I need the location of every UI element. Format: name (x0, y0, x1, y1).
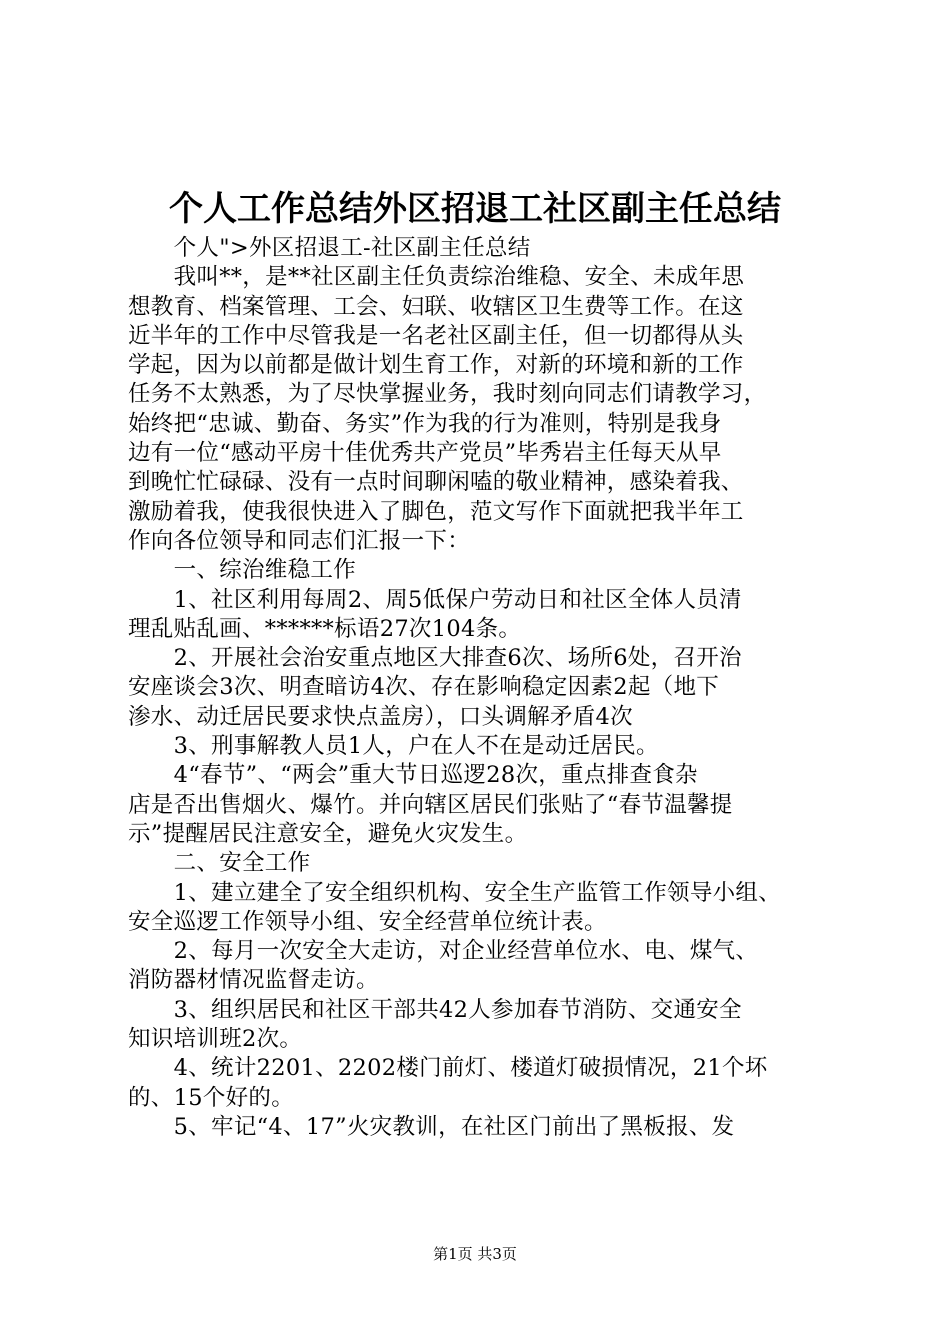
text-line: 5、牢记“4、17”火灾教训，在社区门前出了黑板报、发 (128, 1113, 735, 1140)
text-line: 渗水、动迁居民要求快点盖房），口头调解矛盾4次 (128, 703, 633, 730)
text-line: 安全巡逻工作领导小组、安全经营单位统计表。 (128, 908, 607, 935)
text-line: 想教育、档案管理、工会、妇联、收辖区卫生费等工作。在这 (128, 293, 744, 320)
text-line: 3、刑事解教人员1人，户在人不在是动迁居民。 (128, 733, 659, 760)
text-line: 店是否出售烟火、爆竹。并向辖区居民们张贴了“春节温馨提 (128, 791, 733, 818)
text-line: 到晚忙忙碌碌、没有一点时间聊闲嗑的敬业精神，感染着我、 (128, 469, 744, 496)
page-footer: 第1页 共3页 (433, 1245, 517, 1263)
text-line: 安座谈会3次、明查暗访4次、存在影响稳定因素2起（地下 (128, 674, 720, 701)
text-line: 二、安全工作 (128, 850, 311, 877)
text-line: 的、15个好的。 (128, 1084, 295, 1111)
text-line: 1、社区利用每周2、周5低保户劳动日和社区全体人员清 (128, 586, 742, 613)
document-body (128, 234, 833, 1142)
text-line: 我叫**，是**社区副主任负责综治维稳、安全、未成年思 (128, 264, 745, 291)
text-line: 2、每月一次安全大走访，对企业经营单位水、电、煤气、 (128, 938, 759, 965)
text-line: 理乱贴乱画、******标语27次104条。 (128, 615, 522, 642)
text-line: 知识培训班2次。 (128, 1026, 303, 1053)
text-line: 任务不太熟悉，为了尽快掌握业务，我时刻向同志们请教学习， (128, 381, 767, 408)
text-line: 4、统计2201、2202楼门前灯、楼道灯破损情况，21个坏 (128, 1055, 768, 1082)
text-line: 示”提醒居民注意安全，避免火灾发生。 (128, 820, 528, 847)
text-line: 一、综治维稳工作 (128, 557, 357, 584)
text-line: 2、开展社会治安重点地区大排查6次、场所6处，召开治 (128, 645, 742, 672)
text-line: 作向各位领导和同志们汇报一下： (128, 527, 471, 554)
text-line: 4“春节”、“两会”重大节日巡逻28次，重点排查食杂 (128, 762, 698, 789)
document-title: 个人工作总结外区招退工社区副主任总结 (169, 189, 781, 229)
text-line: 1、建立建全了安全组织机构、安全生产监管工作领导小组、 (128, 879, 782, 906)
text-line: 学起，因为以前都是做计划生育工作，对新的环境和新的工作 (128, 352, 744, 379)
text-line: 近半年的工作中尽管我是一名老社区副主任，但一切都得从头 (128, 322, 744, 349)
text-line: 激励着我，使我很快进入了脚色，范文写作下面就把我半年工 (128, 498, 744, 525)
text-line: 边有一位“感动平房十佳优秀共产党员”毕秀岩主任每天从早 (128, 440, 722, 467)
text-line: 个人">外区招退工-社区副主任总结 (128, 235, 531, 261)
text-line: 始终把“忠诚、勤奋、务实”作为我的行为准则，特别是我身 (128, 410, 722, 437)
text-line: 消防器材情况监督走访。 (128, 967, 379, 994)
text-line: 3、组织居民和社区干部共42人参加春节消防、交通安全 (128, 996, 742, 1023)
